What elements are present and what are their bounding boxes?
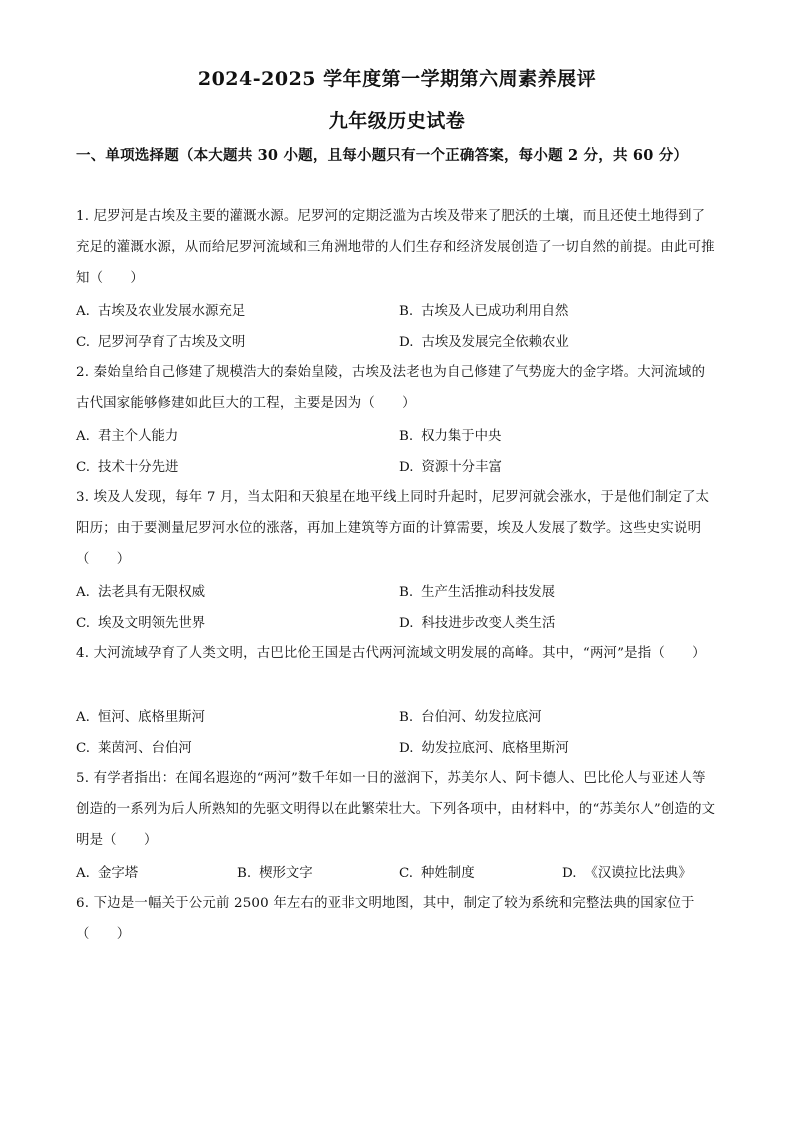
section-heading-text: 一、单项选择题（本大题共 30 小题，且每小题只有一个正确答案，每小题 2 分，共 60 分） [76,147,689,164]
exam-title: 2024-2025 学年度第一学期第六周素养展评 [197,68,597,90]
option-text: 种姓制度 [421,866,475,881]
question-5-option-d [562,864,692,884]
question-6-stem: 6. 下边是一幅关于公元前 2500 年左右的亚非文明地图，其中，制定了较为系统和完整法典的国家位于（ ） [76,896,695,942]
option-text: 权力集于中央 [421,429,502,444]
option-text: 古埃及人已成功利用自然 [421,304,569,319]
option-text: 金字塔 [97,866,139,881]
option-text: 尼罗河孕育了古埃及文明 [98,335,246,350]
question-2-stem: 2. 秦始皇给自己修建了规模浩大的秦始皇陵，古埃及法老也为自己修建了气势庞大的金字塔。大河流域的古代国家能够修建如此巨大的工程，主要是因为（ ） [76,365,706,411]
question-4-stem: 4. 大河流域孕育了人类文明，古巴比伦王国是古代两河流域文明发展的高峰。其中，“两河”是指（ ） [76,646,706,661]
option-text: 资源十分丰富 [421,460,502,475]
question-5-option-b [237,864,313,884]
question-1-option-c [76,333,245,353]
question-2-option-c [76,458,178,478]
option-letter: C. [76,460,91,475]
option-text: 法老具有无限权威 [97,585,206,600]
exam-subtitle: 九年级历史试卷 [328,110,466,132]
option-text: 恒河、底格里斯河 [97,710,206,725]
option-text: 生产生活推动科技发展 [421,585,556,600]
question-4-option-b [399,708,542,728]
option-text: 楔形文字 [259,866,313,881]
option-letter: B. [399,304,414,319]
option-letter: B. [399,710,414,725]
option-letter: C. [399,866,414,881]
option-text: 幼发拉底河、底格里斯河 [421,741,569,756]
option-text: 古埃及发展完全依赖农业 [421,335,569,350]
question-1-option-d [399,333,569,353]
option-letter: D. [399,460,414,475]
question-2-option-a [76,427,178,447]
option-letter: C. [76,335,91,350]
option-letter: B. [237,866,252,881]
option-text: 科技进步改变人类生活 [421,616,556,631]
option-text: 君主个人能力 [97,429,179,444]
question-2-option-b [399,427,501,447]
question-3-option-a [76,583,205,603]
option-letter: A. [76,866,90,881]
option-text: 莱茵河、台伯河 [98,741,192,756]
option-text: 《汉谟拉比法典》 [584,866,692,881]
option-text: 古埃及农业发展水源充足 [97,304,246,319]
question-3-option-c [76,614,205,634]
question-1-stem: 1. 尼罗河是古埃及主要的灌溉水源。尼罗河的定期泛滥为古埃及带来了肥沃的土壤，而且还使土地得到了充足的灌溉水源，从而给尼罗河流域和三角洲地带的人们生存和经济发展创造了一切自然的前提。由此可推知（ ） [76,209,715,286]
option-letter: D. [399,335,414,350]
question-4-option-c [76,739,192,759]
question-3-option-b [399,583,555,603]
option-letter: C. [76,741,91,756]
option-letter: C. [76,616,91,631]
option-text: 台伯河、幼发拉底河 [421,710,542,725]
option-letter: D. [562,866,577,881]
option-letter: A. [76,429,90,444]
question-3-option-d [399,614,555,634]
option-letter: A. [76,304,90,319]
option-text: 技术十分先进 [98,460,179,475]
question-4-option-a [76,708,205,728]
question-5-stem: 5. 有学者指出：在闻名遐迩的“两河”数千年如一日的滋润下，苏美尔人、阿卡德人、巴比伦人与亚述人等创造的一系列为后人所熟知的先驱文明得以在此繁荣壮大。下列各项中，由材料中，的“苏美尔人”创造的文明是（ ） [76,771,716,848]
option-letter: A. [76,585,90,600]
option-letter: D. [399,616,414,631]
option-letter: A. [76,710,90,725]
question-4-option-d [399,739,569,759]
option-text: 埃及文明领先世界 [98,616,206,631]
question-1-option-b [399,302,568,322]
question-5-option-c [399,864,475,884]
option-letter: B. [399,585,414,600]
question-1-option-a [76,302,245,322]
question-2-option-d [399,458,502,478]
question-5-option-a [76,864,138,884]
option-letter: B. [399,429,414,444]
section-heading [76,140,716,171]
question-3-stem: 3. 埃及人发现，每年 7 月，当太阳和天狼星在地平线上同时升起时，尼罗河就会涨水，于是他们制定了太阳历；由于要测量尼罗河水位的涨落，再加上建筑等方面的计算需要，埃及人发展了数学。这些史实说明（ ） [76,490,710,567]
option-letter: D. [399,741,414,756]
